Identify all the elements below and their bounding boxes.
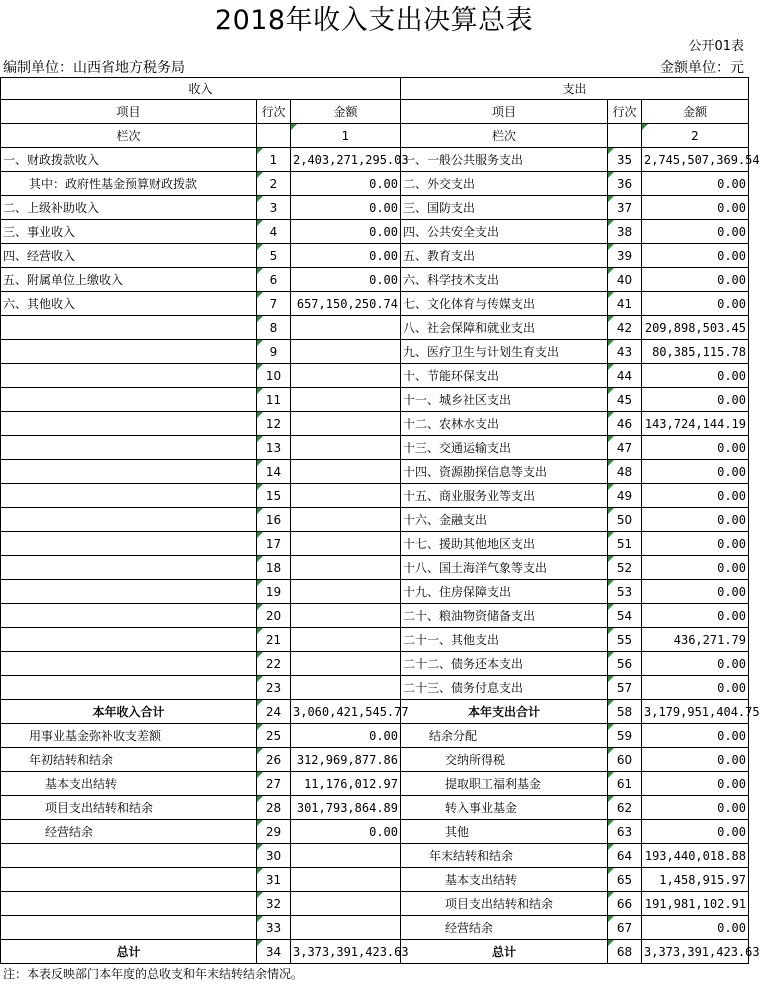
income-item-cell: 本年收入合计 bbox=[1, 700, 257, 724]
income-col-label: 栏次 bbox=[1, 124, 257, 148]
table-row bbox=[1, 580, 749, 604]
footnote: 注：本表反映部门本年度的总收支和年末结转结余情况。 bbox=[3, 967, 304, 981]
expense-row-no-cell: 36 bbox=[608, 172, 642, 196]
income-amount-cell bbox=[291, 532, 401, 556]
income-amount-cell: 657,150,250.74 bbox=[291, 292, 401, 316]
expense-row-no-cell: 50 bbox=[608, 508, 642, 532]
expense-amount-cell: 0.00 bbox=[642, 484, 749, 508]
table-row bbox=[1, 772, 749, 796]
expense-amount-cell: 2,745,507,369.54 bbox=[642, 148, 749, 172]
income-item-cell: 四、经营收入 bbox=[1, 244, 257, 268]
income-amount-cell bbox=[291, 628, 401, 652]
column-label-row bbox=[1, 124, 749, 148]
income-item-cell: 其中：政府性基金预算财政拨款 bbox=[1, 172, 257, 196]
income-row-no-cell: 32 bbox=[257, 892, 291, 916]
income-col-label-blank bbox=[257, 124, 291, 148]
expense-item-cell: 一、一般公共服务支出 bbox=[401, 148, 608, 172]
expense-amount-cell: 0.00 bbox=[642, 724, 749, 748]
expense-amount-cell: 0.00 bbox=[642, 820, 749, 844]
expense-amount-cell: 0.00 bbox=[642, 268, 749, 292]
income-row-no-cell: 21 bbox=[257, 628, 291, 652]
income-amount-cell: 0.00 bbox=[291, 268, 401, 292]
form-number: 公开01表 bbox=[688, 39, 744, 54]
income-amount-cell bbox=[291, 676, 401, 700]
income-item-cell bbox=[1, 364, 257, 388]
income-item-cell bbox=[1, 556, 257, 580]
budget-table bbox=[0, 77, 760, 964]
expense-row-no-cell: 59 bbox=[608, 724, 642, 748]
expense-amount-cell: 0.00 bbox=[642, 652, 749, 676]
table-row bbox=[1, 412, 749, 436]
expense-item-cell: 十三、交通运输支出 bbox=[401, 436, 608, 460]
income-item-cell bbox=[1, 412, 257, 436]
income-row-no-cell: 12 bbox=[257, 412, 291, 436]
expense-item-cell: 项目支出结转和结余 bbox=[401, 892, 608, 916]
income-row-no-cell: 25 bbox=[257, 724, 291, 748]
expense-row-no-cell: 48 bbox=[608, 460, 642, 484]
expense-item-cell: 交纳所得税 bbox=[401, 748, 608, 772]
column-header-row bbox=[1, 100, 749, 124]
expense-col-label-blank bbox=[608, 124, 642, 148]
income-row-no-header: 行次 bbox=[257, 100, 291, 124]
expense-row-no-cell: 43 bbox=[608, 340, 642, 364]
expense-amount-cell: 0.00 bbox=[642, 796, 749, 820]
income-item-cell bbox=[1, 676, 257, 700]
table-row bbox=[1, 820, 749, 844]
income-row-no-cell: 19 bbox=[257, 580, 291, 604]
income-row-no-cell: 26 bbox=[257, 748, 291, 772]
table-row bbox=[1, 220, 749, 244]
expense-amount-cell: 0.00 bbox=[642, 508, 749, 532]
expense-amount-cell: 1,458,915.97 bbox=[642, 868, 749, 892]
expense-item-cell: 四、公共安全支出 bbox=[401, 220, 608, 244]
income-row-no-cell: 4 bbox=[257, 220, 291, 244]
table-row bbox=[1, 676, 749, 700]
income-row-no-cell: 9 bbox=[257, 340, 291, 364]
income-row-no-cell: 15 bbox=[257, 484, 291, 508]
table-row bbox=[1, 844, 749, 868]
expense-amount-cell: 0.00 bbox=[642, 388, 749, 412]
expense-amount-cell: 3,179,951,404.75 bbox=[642, 700, 749, 724]
expense-item-cell: 其他 bbox=[401, 820, 608, 844]
income-amount-cell bbox=[291, 508, 401, 532]
expense-amount-cell: 0.00 bbox=[642, 556, 749, 580]
income-item-cell bbox=[1, 340, 257, 364]
income-amount-cell: 312,969,877.86 bbox=[291, 748, 401, 772]
income-amount-header: 金额 bbox=[291, 100, 401, 124]
section-header-row bbox=[1, 78, 749, 100]
income-amount-cell bbox=[291, 412, 401, 436]
expense-amount-cell: 0.00 bbox=[642, 436, 749, 460]
table-row bbox=[1, 460, 749, 484]
expense-row-no-cell: 53 bbox=[608, 580, 642, 604]
income-amount-cell bbox=[291, 868, 401, 892]
expense-item-cell: 三、国防支出 bbox=[401, 196, 608, 220]
income-amount-cell: 0.00 bbox=[291, 172, 401, 196]
expense-row-no-cell: 46 bbox=[608, 412, 642, 436]
income-row-no-cell: 13 bbox=[257, 436, 291, 460]
income-item-cell bbox=[1, 604, 257, 628]
table-row bbox=[1, 556, 749, 580]
income-row-no-cell: 27 bbox=[257, 772, 291, 796]
income-row-no-cell: 10 bbox=[257, 364, 291, 388]
expense-item-cell: 十一、城乡社区支出 bbox=[401, 388, 608, 412]
expense-amount-cell: 0.00 bbox=[642, 604, 749, 628]
expense-section-header: 支出 bbox=[401, 78, 749, 100]
expense-item-cell: 本年支出合计 bbox=[401, 700, 608, 724]
income-row-no-cell: 14 bbox=[257, 460, 291, 484]
expense-row-no-cell: 54 bbox=[608, 604, 642, 628]
table-row bbox=[1, 436, 749, 460]
expense-row-no-cell: 35 bbox=[608, 148, 642, 172]
expense-row-no-cell: 49 bbox=[608, 484, 642, 508]
expense-amount-cell: 80,385,115.78 bbox=[642, 340, 749, 364]
income-amount-cell bbox=[291, 916, 401, 940]
table-row bbox=[1, 388, 749, 412]
expense-row-no-cell: 56 bbox=[608, 652, 642, 676]
income-amount-cell bbox=[291, 436, 401, 460]
income-row-no-cell: 33 bbox=[257, 916, 291, 940]
expense-item-cell: 二十三、债务付息支出 bbox=[401, 676, 608, 700]
income-item-cell bbox=[1, 580, 257, 604]
table-row bbox=[1, 940, 749, 964]
expense-item-cell: 十二、农林水支出 bbox=[401, 412, 608, 436]
table-row bbox=[1, 724, 749, 748]
expense-item-header: 项目 bbox=[401, 100, 608, 124]
table-row bbox=[1, 292, 749, 316]
table-row bbox=[1, 892, 749, 916]
income-item-cell bbox=[1, 388, 257, 412]
income-amount-cell: 3,373,391,423.63 bbox=[291, 940, 401, 964]
income-row-no-cell: 5 bbox=[257, 244, 291, 268]
expense-amount-cell: 3,373,391,423.63 bbox=[642, 940, 749, 964]
income-section-header: 收入 bbox=[1, 78, 401, 100]
expense-row-no-cell: 61 bbox=[608, 772, 642, 796]
table-row bbox=[1, 172, 749, 196]
expense-row-no-cell: 39 bbox=[608, 244, 642, 268]
table-row bbox=[1, 532, 749, 556]
expense-amount-cell: 0.00 bbox=[642, 292, 749, 316]
table-row bbox=[1, 652, 749, 676]
expense-row-no-cell: 55 bbox=[608, 628, 642, 652]
expense-item-cell: 十四、资源勘探信息等支出 bbox=[401, 460, 608, 484]
expense-row-no-cell: 63 bbox=[608, 820, 642, 844]
table-row bbox=[1, 316, 749, 340]
expense-item-cell: 七、文化体育与传媒支出 bbox=[401, 292, 608, 316]
income-row-no-cell: 34 bbox=[257, 940, 291, 964]
table-row bbox=[1, 508, 749, 532]
table-row bbox=[1, 244, 749, 268]
expense-col-number: 2 bbox=[642, 124, 749, 148]
expense-row-no-cell: 45 bbox=[608, 388, 642, 412]
income-row-no-cell: 1 bbox=[257, 148, 291, 172]
income-amount-cell bbox=[291, 316, 401, 340]
expense-item-cell: 九、医疗卫生与计划生育支出 bbox=[401, 340, 608, 364]
income-row-no-cell: 8 bbox=[257, 316, 291, 340]
income-item-cell: 项目支出结转和结余 bbox=[1, 796, 257, 820]
expense-amount-cell: 193,440,018.88 bbox=[642, 844, 749, 868]
expense-row-no-cell: 64 bbox=[608, 844, 642, 868]
expense-item-cell: 二十、粮油物资储备支出 bbox=[401, 604, 608, 628]
expense-item-cell: 五、教育支出 bbox=[401, 244, 608, 268]
expense-row-no-cell: 51 bbox=[608, 532, 642, 556]
income-amount-cell: 11,176,012.97 bbox=[291, 772, 401, 796]
income-amount-cell bbox=[291, 388, 401, 412]
income-amount-cell: 0.00 bbox=[291, 724, 401, 748]
income-amount-cell bbox=[291, 892, 401, 916]
expense-item-cell: 基本支出结转 bbox=[401, 868, 608, 892]
income-row-no-cell: 31 bbox=[257, 868, 291, 892]
expense-item-cell: 转入事业基金 bbox=[401, 796, 608, 820]
expense-row-no-cell: 57 bbox=[608, 676, 642, 700]
income-amount-cell bbox=[291, 556, 401, 580]
table-row bbox=[1, 268, 749, 292]
income-item-cell bbox=[1, 868, 257, 892]
income-row-no-cell: 2 bbox=[257, 172, 291, 196]
expense-amount-header: 金额 bbox=[642, 100, 749, 124]
expense-item-cell: 十六、金融支出 bbox=[401, 508, 608, 532]
income-item-cell: 总计 bbox=[1, 940, 257, 964]
expense-amount-cell: 191,981,102.91 bbox=[642, 892, 749, 916]
expense-row-no-cell: 60 bbox=[608, 748, 642, 772]
table-row bbox=[1, 748, 749, 772]
expense-item-cell: 二十二、债务还本支出 bbox=[401, 652, 608, 676]
income-amount-cell: 0.00 bbox=[291, 244, 401, 268]
income-amount-cell: 0.00 bbox=[291, 196, 401, 220]
expense-item-cell: 十九、住房保障支出 bbox=[401, 580, 608, 604]
income-item-cell: 一、财政拨款收入 bbox=[1, 148, 257, 172]
expense-amount-cell: 0.00 bbox=[642, 364, 749, 388]
expense-row-no-header: 行次 bbox=[608, 100, 642, 124]
expense-row-no-cell: 67 bbox=[608, 916, 642, 940]
income-amount-cell bbox=[291, 604, 401, 628]
expense-row-no-cell: 65 bbox=[608, 868, 642, 892]
income-item-cell: 基本支出结转 bbox=[1, 772, 257, 796]
income-item-cell: 经营结余 bbox=[1, 820, 257, 844]
table-row bbox=[1, 868, 749, 892]
expense-item-cell: 二十一、其他支出 bbox=[401, 628, 608, 652]
income-amount-cell: 0.00 bbox=[291, 220, 401, 244]
expense-amount-cell: 0.00 bbox=[642, 580, 749, 604]
income-item-cell bbox=[1, 916, 257, 940]
income-item-cell bbox=[1, 484, 257, 508]
income-amount-cell: 0.00 bbox=[291, 820, 401, 844]
expense-item-cell: 十八、国土海洋气象等支出 bbox=[401, 556, 608, 580]
income-item-cell bbox=[1, 892, 257, 916]
income-row-no-cell: 29 bbox=[257, 820, 291, 844]
expense-amount-cell: 0.00 bbox=[642, 916, 749, 940]
table-row bbox=[1, 196, 749, 220]
expense-item-cell: 经营结余 bbox=[401, 916, 608, 940]
income-row-no-cell: 30 bbox=[257, 844, 291, 868]
expense-row-no-cell: 37 bbox=[608, 196, 642, 220]
income-row-no-cell: 7 bbox=[257, 292, 291, 316]
income-row-no-cell: 24 bbox=[257, 700, 291, 724]
expense-row-no-cell: 42 bbox=[608, 316, 642, 340]
income-row-no-cell: 6 bbox=[257, 268, 291, 292]
income-item-cell: 六、其他收入 bbox=[1, 292, 257, 316]
income-row-no-cell: 16 bbox=[257, 508, 291, 532]
income-item-cell: 三、事业收入 bbox=[1, 220, 257, 244]
expense-row-no-cell: 62 bbox=[608, 796, 642, 820]
table-row bbox=[1, 628, 749, 652]
income-row-no-cell: 17 bbox=[257, 532, 291, 556]
expense-item-cell: 提取职工福利基金 bbox=[401, 772, 608, 796]
income-amount-cell: 2,403,271,295.03 bbox=[291, 148, 401, 172]
expense-amount-cell: 0.00 bbox=[642, 676, 749, 700]
income-item-cell: 五、附属单位上缴收入 bbox=[1, 268, 257, 292]
income-item-cell: 用事业基金弥补收支差额 bbox=[1, 724, 257, 748]
expense-item-cell: 八、社会保障和就业支出 bbox=[401, 316, 608, 340]
income-item-cell bbox=[1, 460, 257, 484]
income-amount-cell bbox=[291, 340, 401, 364]
income-amount-cell bbox=[291, 460, 401, 484]
expense-amount-cell: 0.00 bbox=[642, 748, 749, 772]
income-item-cell: 二、上级补助收入 bbox=[1, 196, 257, 220]
income-item-cell bbox=[1, 436, 257, 460]
income-item-cell bbox=[1, 532, 257, 556]
expense-amount-cell: 0.00 bbox=[642, 460, 749, 484]
expense-item-cell: 十七、援助其他地区支出 bbox=[401, 532, 608, 556]
expense-item-cell: 二、外交支出 bbox=[401, 172, 608, 196]
expense-row-no-cell: 41 bbox=[608, 292, 642, 316]
expense-item-cell: 总计 bbox=[401, 940, 608, 964]
table-row bbox=[1, 916, 749, 940]
expense-col-label: 栏次 bbox=[401, 124, 608, 148]
expense-amount-cell: 209,898,503.45 bbox=[642, 316, 749, 340]
expense-item-cell: 十、节能环保支出 bbox=[401, 364, 608, 388]
table-row bbox=[1, 796, 749, 820]
income-amount-cell bbox=[291, 484, 401, 508]
expense-row-no-cell: 52 bbox=[608, 556, 642, 580]
expense-item-cell: 十五、商业服务业等支出 bbox=[401, 484, 608, 508]
expense-amount-cell: 143,724,144.19 bbox=[642, 412, 749, 436]
expense-amount-cell: 0.00 bbox=[642, 532, 749, 556]
table-row bbox=[1, 364, 749, 388]
table-row bbox=[1, 484, 749, 508]
expense-row-no-cell: 68 bbox=[608, 940, 642, 964]
income-row-no-cell: 3 bbox=[257, 196, 291, 220]
table-row bbox=[1, 604, 749, 628]
income-row-no-cell: 23 bbox=[257, 676, 291, 700]
income-item-cell bbox=[1, 652, 257, 676]
income-item-cell bbox=[1, 508, 257, 532]
expense-row-no-cell: 38 bbox=[608, 220, 642, 244]
currency-unit-label: 金额单位：元 bbox=[660, 60, 744, 76]
income-row-no-cell: 18 bbox=[257, 556, 291, 580]
income-item-cell: 年初结转和结余 bbox=[1, 748, 257, 772]
income-col-number: 1 bbox=[291, 124, 401, 148]
income-item-cell bbox=[1, 844, 257, 868]
income-item-header: 项目 bbox=[1, 100, 257, 124]
income-row-no-cell: 28 bbox=[257, 796, 291, 820]
income-amount-cell: 301,793,864.89 bbox=[291, 796, 401, 820]
income-item-cell bbox=[1, 316, 257, 340]
organization-label: 编制单位：山西省地方税务局 bbox=[3, 60, 185, 76]
income-row-no-cell: 22 bbox=[257, 652, 291, 676]
income-amount-cell bbox=[291, 844, 401, 868]
income-amount-cell: 3,060,421,545.77 bbox=[291, 700, 401, 724]
expense-amount-cell: 0.00 bbox=[642, 244, 749, 268]
expense-item-cell: 结余分配 bbox=[401, 724, 608, 748]
expense-item-cell: 六、科学技术支出 bbox=[401, 268, 608, 292]
expense-amount-cell: 0.00 bbox=[642, 772, 749, 796]
table-row bbox=[1, 148, 749, 172]
table-row bbox=[1, 340, 749, 364]
table-row bbox=[1, 700, 749, 724]
expense-item-cell: 年末结转和结余 bbox=[401, 844, 608, 868]
expense-amount-cell: 436,271.79 bbox=[642, 628, 749, 652]
expense-row-no-cell: 40 bbox=[608, 268, 642, 292]
income-row-no-cell: 11 bbox=[257, 388, 291, 412]
page-title: 2018年收入支出决算总表 bbox=[214, 5, 534, 36]
expense-amount-cell: 0.00 bbox=[642, 196, 749, 220]
expense-amount-cell: 0.00 bbox=[642, 220, 749, 244]
income-row-no-cell: 20 bbox=[257, 604, 291, 628]
expense-amount-cell: 0.00 bbox=[642, 172, 749, 196]
income-amount-cell bbox=[291, 364, 401, 388]
expense-row-no-cell: 58 bbox=[608, 700, 642, 724]
income-amount-cell bbox=[291, 580, 401, 604]
expense-row-no-cell: 66 bbox=[608, 892, 642, 916]
expense-row-no-cell: 47 bbox=[608, 436, 642, 460]
expense-row-no-cell: 44 bbox=[608, 364, 642, 388]
income-amount-cell bbox=[291, 652, 401, 676]
income-item-cell bbox=[1, 628, 257, 652]
